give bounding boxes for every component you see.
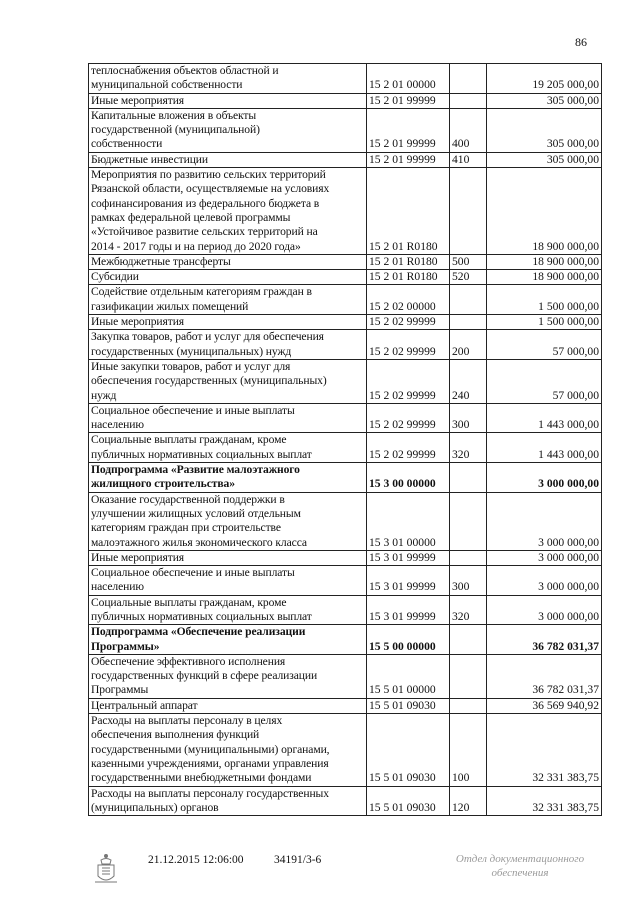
row-code-cell: 15 5 01 00000 — [367, 654, 450, 698]
row-expense-type-cell: 200 — [450, 330, 487, 360]
row-code-cell: 15 2 01 99999 — [367, 108, 450, 152]
row-expense-type-cell — [450, 463, 487, 493]
row-code-cell: 15 2 01 R0180 — [367, 168, 450, 255]
footer-doc-number: 34191/3-6 — [274, 854, 322, 866]
department-stamp — [440, 852, 600, 880]
table-row — [89, 433, 602, 463]
row-expense-type-cell: 120 — [450, 786, 487, 816]
row-code-cell: 15 2 02 00000 — [367, 285, 450, 315]
row-name-cell: Оказание государственной поддержки в улучшении жилищных условий отдельным категориям граждан при строительстве малоэтажного жилья экономического класса — [89, 492, 367, 550]
budget-table-body — [89, 64, 602, 816]
department-stamp-line1: Отдел документационного — [455, 853, 585, 865]
row-name-cell: Обеспечение эффективного исполнения государственных функций в сфере реализации Программы — [89, 654, 367, 698]
table-row — [89, 654, 602, 698]
row-code-cell: 15 2 02 99999 — [367, 330, 450, 360]
row-name-cell: Закупка товаров, работ и услуг для обеспечения государственных (муниципальных) нужд — [89, 330, 367, 360]
row-code-cell: 15 3 01 00000 — [367, 492, 450, 550]
table-row — [89, 152, 602, 167]
row-code-cell: 15 2 01 99999 — [367, 152, 450, 167]
row-name-cell: Иные мероприятия — [89, 315, 367, 330]
row-name-cell: Расходы на выплаты персоналу государственных (муниципальных) органов — [89, 786, 367, 816]
row-name-cell: Бюджетные инвестиции — [89, 152, 367, 167]
row-name-cell: Иные закупки товаров, работ и услуг для обеспечения государственных (муниципальных) нужд — [89, 359, 367, 403]
row-amount-cell: 32 331 383,75 — [487, 786, 602, 816]
table-row — [89, 625, 602, 655]
row-code-cell: 15 3 00 00000 — [367, 463, 450, 493]
row-amount-cell: 1 500 000,00 — [487, 315, 602, 330]
table-row — [89, 168, 602, 255]
table-row — [89, 359, 602, 403]
row-amount-cell: 1 500 000,00 — [487, 285, 602, 315]
row-amount-cell: 18 900 000,00 — [487, 270, 602, 285]
page-number: 86 — [575, 35, 587, 49]
row-amount-cell: 36 782 031,37 — [487, 625, 602, 655]
row-amount-cell: 305 000,00 — [487, 152, 602, 167]
row-name-cell: Социальные выплаты гражданам, кроме публичных нормативных социальных выплат — [89, 433, 367, 463]
row-amount-cell: 18 900 000,00 — [487, 254, 602, 269]
row-expense-type-cell: 240 — [450, 359, 487, 403]
row-amount-cell: 3 000 000,00 — [487, 595, 602, 625]
row-expense-type-cell — [450, 315, 487, 330]
row-expense-type-cell: 300 — [450, 403, 487, 433]
row-code-cell: 15 3 01 99999 — [367, 550, 450, 565]
row-expense-type-cell — [450, 550, 487, 565]
table-row — [89, 270, 602, 285]
row-amount-cell: 3 000 000,00 — [487, 492, 602, 550]
row-code-cell: 15 5 01 09030 — [367, 698, 450, 713]
footer — [0, 852, 640, 892]
row-amount-cell: 36 569 940,92 — [487, 698, 602, 713]
row-code-cell: 15 2 02 99999 — [367, 433, 450, 463]
row-name-cell: Иные мероприятия — [89, 550, 367, 565]
row-expense-type-cell — [450, 698, 487, 713]
row-expense-type-cell — [450, 64, 487, 94]
budget-table — [88, 63, 602, 816]
row-code-cell: 15 2 01 R0180 — [367, 270, 450, 285]
row-expense-type-cell: 300 — [450, 566, 487, 596]
row-code-cell: 15 2 02 99999 — [367, 403, 450, 433]
row-name-cell: Подпрограмма «Развитие малоэтажного жилищного строительства» — [89, 463, 367, 493]
row-name-cell: Субсидии — [89, 270, 367, 285]
row-code-cell: 15 3 01 99999 — [367, 566, 450, 596]
table-row — [89, 64, 602, 94]
department-stamp-line2: обеспечения — [491, 867, 549, 879]
row-code-cell: 15 2 01 R0180 — [367, 254, 450, 269]
row-name-cell: Иные мероприятия — [89, 93, 367, 108]
row-amount-cell: 18 900 000,00 — [487, 168, 602, 255]
row-name-cell: теплоснабжения объектов областной и муниципальной собственности — [89, 64, 367, 94]
table-row — [89, 330, 602, 360]
row-expense-type-cell — [450, 285, 487, 315]
table-row — [89, 698, 602, 713]
row-expense-type-cell — [450, 492, 487, 550]
table-row — [89, 550, 602, 565]
row-expense-type-cell: 320 — [450, 433, 487, 463]
row-amount-cell: 305 000,00 — [487, 93, 602, 108]
row-code-cell: 15 5 01 09030 — [367, 786, 450, 816]
table-row — [89, 595, 602, 625]
row-amount-cell: 305 000,00 — [487, 108, 602, 152]
row-amount-cell: 1 443 000,00 — [487, 433, 602, 463]
row-amount-cell: 32 331 383,75 — [487, 714, 602, 786]
row-name-cell: Социальное обеспечение и иные выплаты населению — [89, 403, 367, 433]
table-row — [89, 786, 602, 816]
table-row — [89, 93, 602, 108]
row-code-cell: 15 2 02 99999 — [367, 359, 450, 403]
row-name-cell: Подпрограмма «Обеспечение реализации Программы» — [89, 625, 367, 655]
row-name-cell: Центральный аппарат — [89, 698, 367, 713]
row-name-cell: Капитальные вложения в объекты государственной (муниципальной) собственности — [89, 108, 367, 152]
row-code-cell: 15 5 01 09030 — [367, 714, 450, 786]
row-amount-cell: 57 000,00 — [487, 330, 602, 360]
row-expense-type-cell: 520 — [450, 270, 487, 285]
row-code-cell: 15 5 00 00000 — [367, 625, 450, 655]
row-amount-cell: 1 443 000,00 — [487, 403, 602, 433]
coat-of-arms-icon — [92, 852, 120, 886]
table-row — [89, 285, 602, 315]
row-amount-cell: 36 782 031,37 — [487, 654, 602, 698]
row-amount-cell: 3 000 000,00 — [487, 463, 602, 493]
row-amount-cell: 3 000 000,00 — [487, 550, 602, 565]
row-expense-type-cell — [450, 168, 487, 255]
row-name-cell: Межбюджетные трансферты — [89, 254, 367, 269]
table-row — [89, 492, 602, 550]
row-code-cell: 15 2 02 99999 — [367, 315, 450, 330]
row-name-cell: Содействие отдельным категориям граждан в газификации жилых помещений — [89, 285, 367, 315]
table-row — [89, 463, 602, 493]
row-name-cell: Расходы на выплаты персоналу в целях обеспечения выполнения функций государственными (муниципальными) органами, казенными учреждениями, органами управления государственными внебюджетными фондами — [89, 714, 367, 786]
row-name-cell: Социальные выплаты гражданам, кроме публичных нормативных социальных выплат — [89, 595, 367, 625]
row-code-cell: 15 2 01 99999 — [367, 93, 450, 108]
table-row — [89, 403, 602, 433]
row-expense-type-cell — [450, 625, 487, 655]
table-row — [89, 714, 602, 786]
row-expense-type-cell: 410 — [450, 152, 487, 167]
row-amount-cell: 3 000 000,00 — [487, 566, 602, 596]
footer-date: 21.12.2015 12:06:00 — [148, 854, 244, 866]
row-amount-cell: 57 000,00 — [487, 359, 602, 403]
table-row — [89, 108, 602, 152]
table-row — [89, 566, 602, 596]
row-expense-type-cell: 100 — [450, 714, 487, 786]
row-expense-type-cell — [450, 93, 487, 108]
row-expense-type-cell: 400 — [450, 108, 487, 152]
table-row — [89, 315, 602, 330]
row-name-cell: Мероприятия по развитию сельских территорий Рязанской области, осуществляемые на условиях софинансирования из федерального бюджета в рамках федеральной целевой программы «Устойчивое развитие сельских территорий на 2014 - 2017 годы и на период до 2020 года» — [89, 168, 367, 255]
row-code-cell: 15 3 01 99999 — [367, 595, 450, 625]
row-code-cell: 15 2 01 00000 — [367, 64, 450, 94]
row-expense-type-cell — [450, 654, 487, 698]
row-expense-type-cell: 320 — [450, 595, 487, 625]
row-name-cell: Социальное обеспечение и иные выплаты населению — [89, 566, 367, 596]
row-expense-type-cell: 500 — [450, 254, 487, 269]
row-amount-cell: 19 205 000,00 — [487, 64, 602, 94]
table-row — [89, 254, 602, 269]
